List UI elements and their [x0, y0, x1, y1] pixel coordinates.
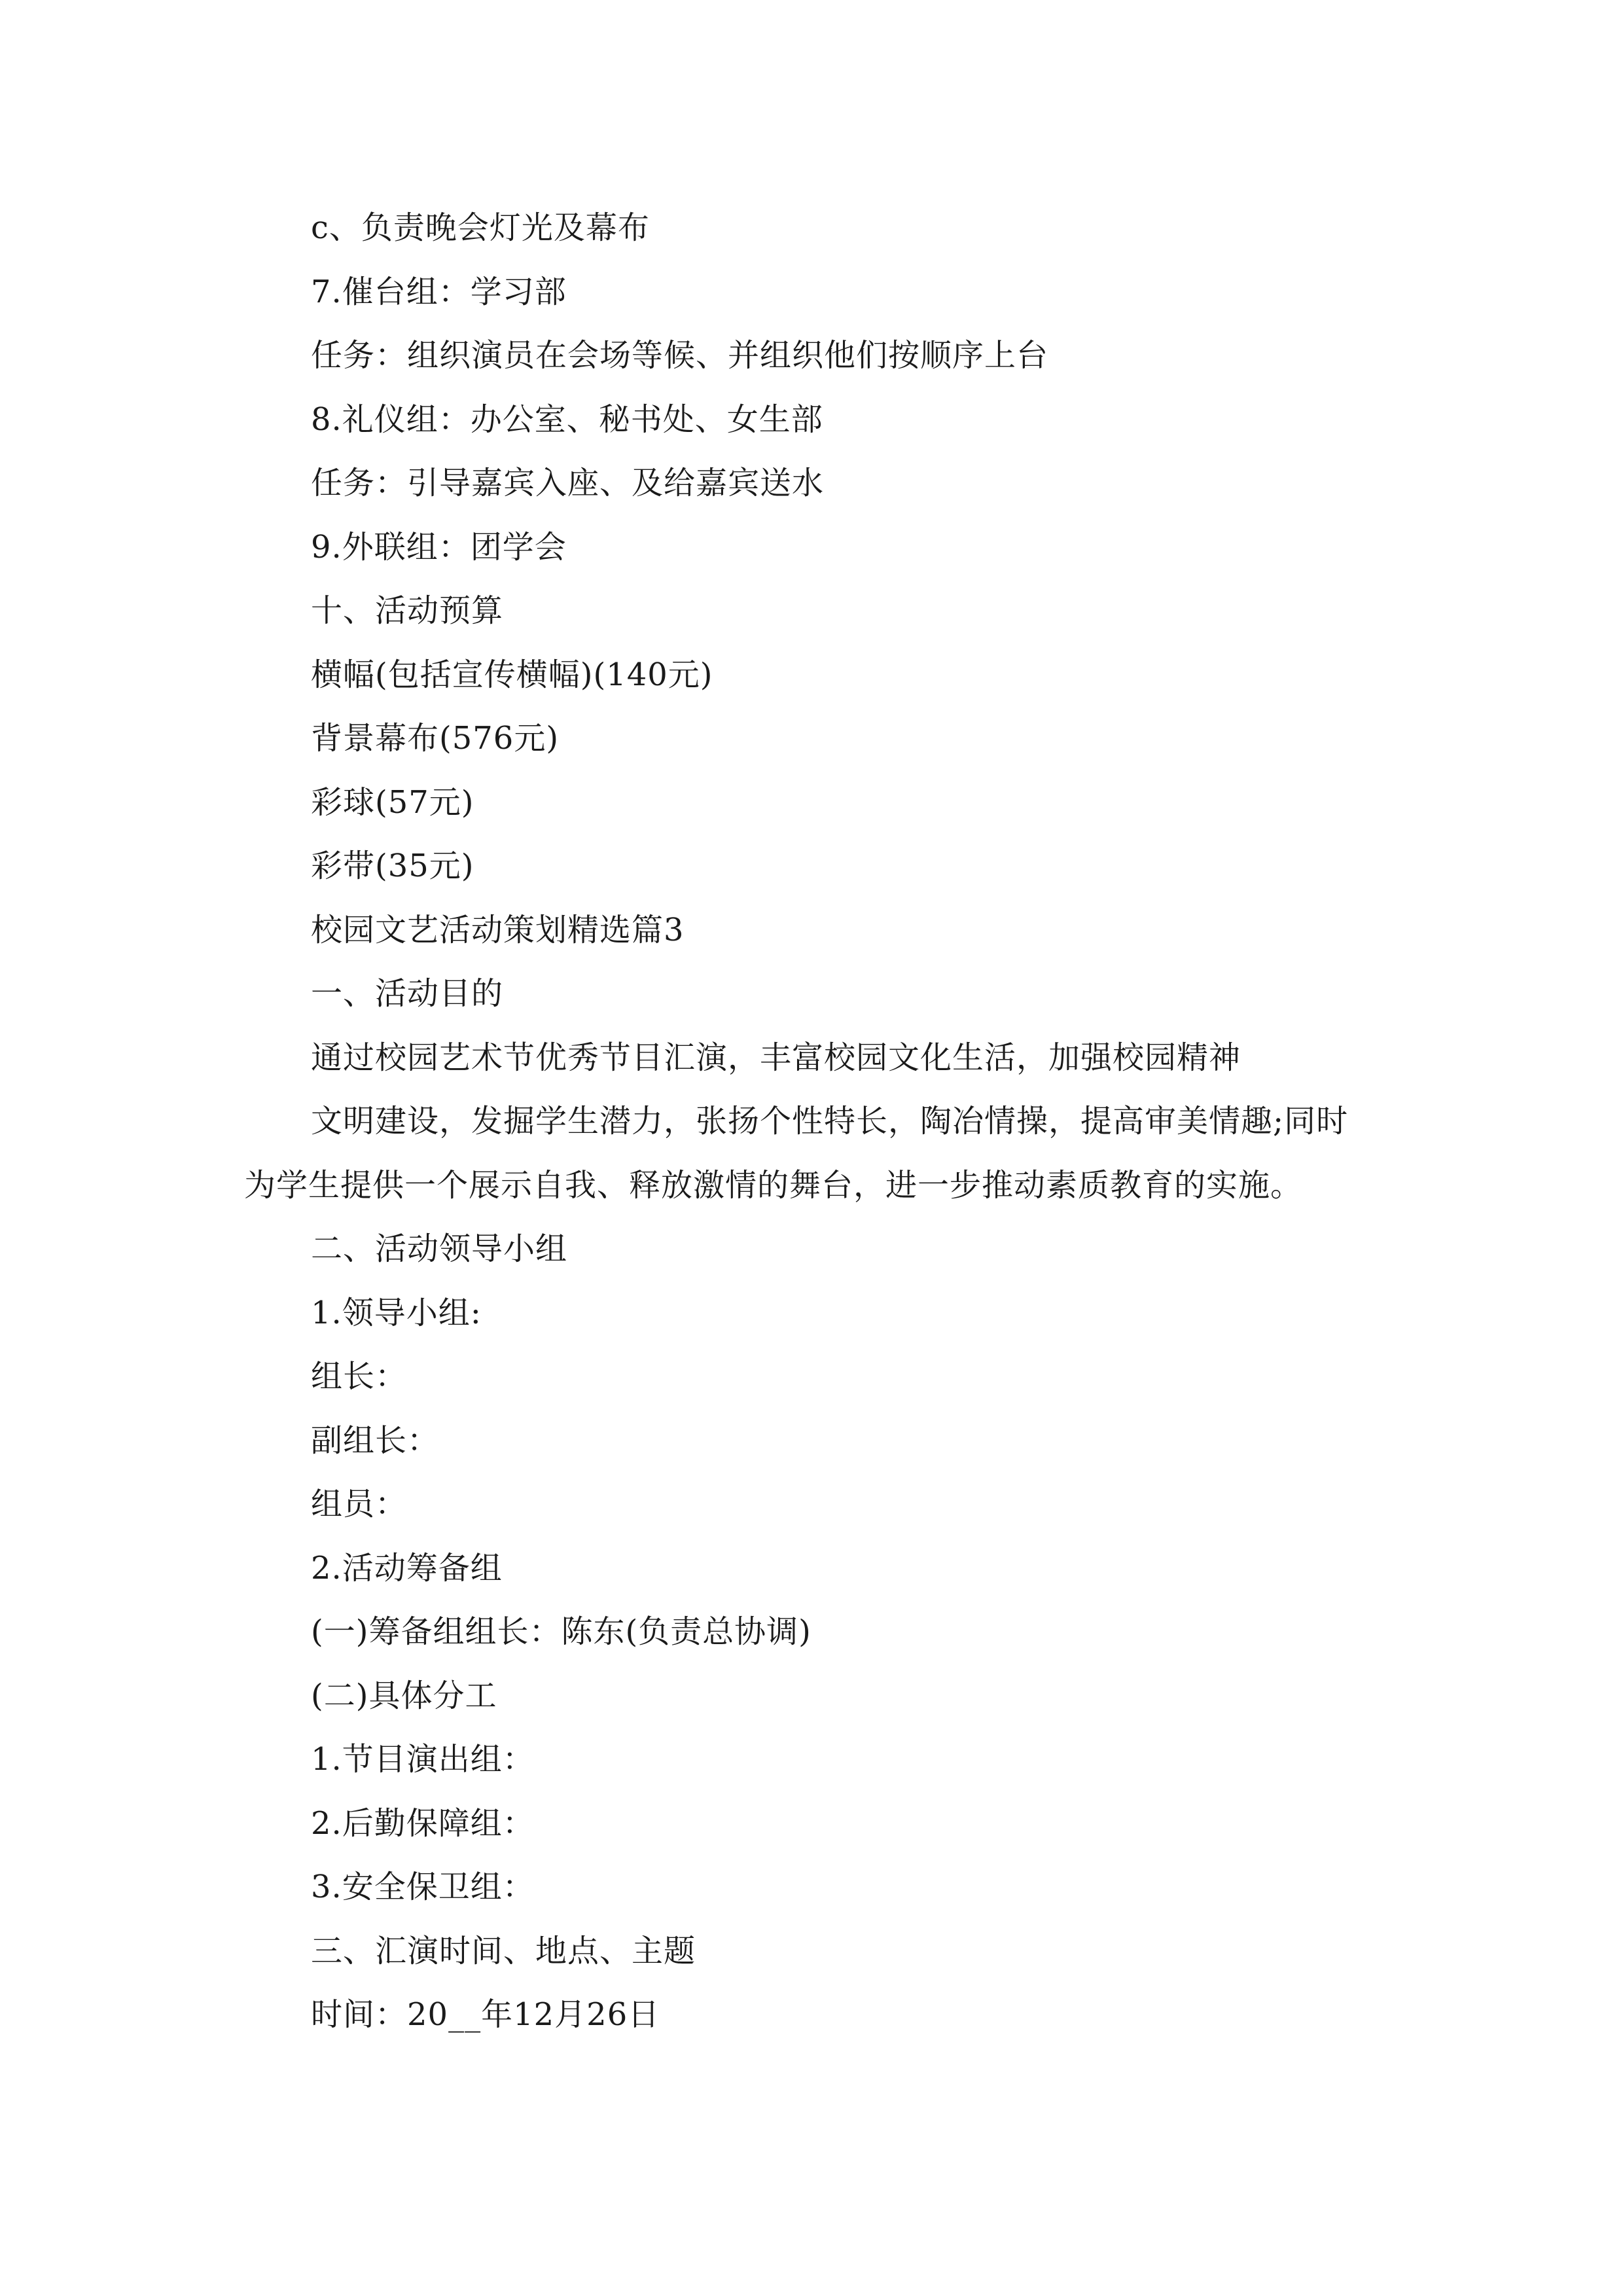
text-line: 彩球(57元) — [311, 784, 474, 821]
text-line: 副组长： — [311, 1422, 440, 1459]
text-line: 7.催台组：学习部 — [311, 274, 567, 310]
text-line: 8.礼仪组：办公室、秘书处、女生部 — [311, 401, 823, 438]
article-title: 校园文艺活动策划精选篇3 — [311, 912, 685, 948]
text-line: 2.后勤保障组： — [311, 1805, 535, 1842]
text-line: 1.节目演出组： — [311, 1741, 535, 1778]
text-line: 组员： — [311, 1486, 408, 1522]
section-heading: 三、汇演时间、地点、主题 — [311, 1933, 696, 1969]
text-line: 任务：引导嘉宾入座、及给嘉宾送水 — [311, 465, 825, 501]
section-heading: 二、活动领导小组 — [311, 1230, 568, 1267]
text-line: (二)具体分工 — [311, 1677, 497, 1714]
text-line: 横幅(包括宣传横幅)(140元) — [311, 656, 713, 693]
text-line: 通过校园艺术节优秀节目汇演，丰富校园文化生活，加强校园精神 — [311, 1039, 1241, 1076]
text-line: 彩带(35元) — [311, 848, 474, 884]
section-heading: 十、活动预算 — [311, 592, 504, 629]
text-line: c、负责晚会灯光及幕布 — [311, 209, 650, 246]
text-line: (一)筹备组组长：陈东(负责总协调) — [311, 1613, 812, 1650]
text-line: 为学生提供一个展示自我、释放激情的舞台，进一步推动素质教育的实施。 — [244, 1167, 1303, 1204]
text-line: 文明建设，发掘学生潜力，张扬个性特长，陶冶情操，提高审美情趣;同时 — [311, 1103, 1349, 1139]
text-line: 组长： — [311, 1358, 408, 1395]
section-heading: 一、活动目的 — [311, 975, 504, 1012]
text-line: 9.外联组：团学会 — [311, 529, 567, 565]
text-line: 背景幕布(576元) — [311, 720, 560, 757]
text-line: 2.活动筹备组 — [311, 1550, 503, 1587]
text-line: 1.领导小组: — [311, 1295, 482, 1331]
text-line: 3.安全保卫组： — [311, 1869, 535, 1905]
text-line: 时间：20__年12月26日 — [311, 1996, 660, 2033]
text-line: 任务：组织演员在会场等候、并组织他们按顺序上台 — [311, 337, 1049, 374]
